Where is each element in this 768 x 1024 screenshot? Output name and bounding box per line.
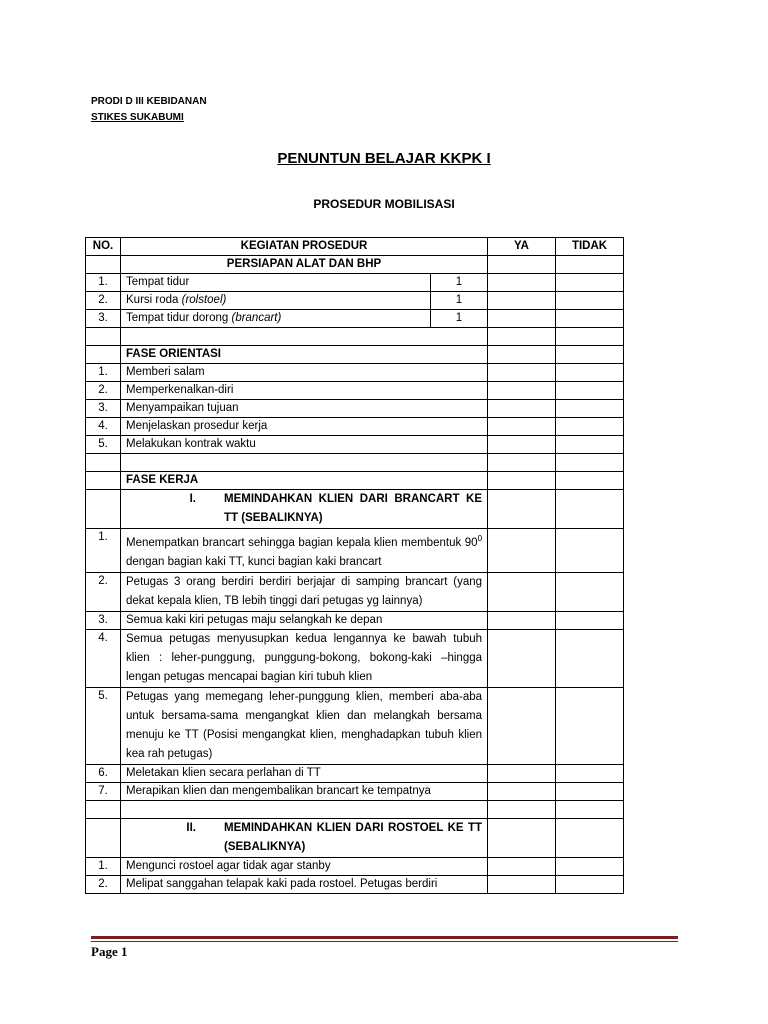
check-ya[interactable] (488, 292, 556, 310)
check-tidak[interactable] (556, 382, 624, 400)
check-ya[interactable] (488, 274, 556, 292)
header-no: NO. (86, 238, 121, 256)
table-row: 5. Petugas yang memegang leher-punggung klien, memberi aba-aba untuk bersama-sama mengangkat klien dan melangkah bersama menuju ke TT (Posisi mengangkat klien, menghadapkan tubuh klien kea rah petugas) (86, 687, 624, 764)
item-qty: 1 (431, 274, 488, 292)
check-tidak[interactable] (556, 687, 624, 764)
table-row: 1. Memberi salam (86, 364, 624, 382)
check-tidak[interactable] (556, 364, 624, 382)
item-text: Menempatkan brancart sehingga bagian kepala klien membentuk $90^0$ dengan bagian kaki TT, kunci bagian kaki brancart (121, 529, 488, 573)
check-tidak[interactable] (556, 572, 624, 611)
header-prodi: PRODI D III KEBIDANAN (91, 96, 207, 107)
item-text: Mengunci rostoel agar tidak agar stanby (121, 857, 488, 875)
check-tidak[interactable] (556, 436, 624, 454)
document-subtitle: PROSEDUR MOBILISASI (313, 197, 455, 211)
table-row: 5. Melakukan kontrak waktu (86, 436, 624, 454)
empty-row (86, 800, 624, 818)
check-tidak[interactable] (556, 782, 624, 800)
item-text: Semua kaki kiri petugas maju selangkah ke depan (121, 611, 488, 629)
check-ya[interactable] (488, 382, 556, 400)
table-row: 2. Melipat sanggahan telapak kaki pada rostoel. Petugas berdiri (86, 875, 624, 893)
table-row: 2. Memperkenalkan-diri (86, 382, 624, 400)
check-tidak[interactable] (556, 274, 624, 292)
check-ya[interactable] (488, 310, 556, 328)
item-qty: 1 (431, 310, 488, 328)
item-qty: 1 (431, 292, 488, 310)
item-text: Meletakan klien secara perlahan di TT (121, 764, 488, 782)
check-ya[interactable] (488, 857, 556, 875)
table-row: 1. Mengunci rostoel agar tidak agar stanby (86, 857, 624, 875)
check-ya[interactable] (488, 782, 556, 800)
subsection-row (86, 818, 624, 857)
page-number: Page 1 (91, 944, 128, 959)
item-text: Tempat tidur (121, 274, 431, 292)
section-title-orientasi: FASE ORIENTASI (121, 346, 488, 364)
check-ya[interactable] (488, 629, 556, 687)
check-tidak[interactable] (556, 764, 624, 782)
item-text: Petugas 3 orang berdiri berdiri berjajar di samping brancart (yang dekat kepala klien, TB lebih tinggi dari petugas yg lainnya) (121, 572, 488, 611)
document-title: PENUNTUN BELAJAR KKPK I (277, 150, 491, 167)
document-header (91, 94, 207, 126)
check-tidak[interactable] (556, 292, 624, 310)
item-text: Menyampaikan tujuan (121, 400, 488, 418)
table-header-row (86, 238, 624, 256)
empty-row (86, 328, 624, 346)
table-row: 1. Menempatkan brancart sehingga bagian kepala klien membentuk $90^0$ dengan bagian kaki TT, kunci bagian kaki brancart (86, 529, 624, 573)
check-ya[interactable] (488, 436, 556, 454)
check-tidak[interactable] (556, 400, 624, 418)
table-row: 3. Tempat tidur dorong (brancart) 1 (86, 310, 624, 328)
table-row: 7. Merapikan klien dan mengembalikan brancart ke tempatnya (86, 782, 624, 800)
table-row: 4. Menjelaskan prosedur kerja (86, 418, 624, 436)
table-row: 1. Tempat tidur 1 (86, 274, 624, 292)
check-ya[interactable] (488, 687, 556, 764)
footer-rule-thin (91, 941, 678, 942)
footer-rule (91, 936, 678, 939)
header-institution: STIKES SUKABUMI (91, 112, 184, 123)
item-text: Merapikan klien dan mengembalikan brancart ke tempatnya (121, 782, 488, 800)
subsection-title-1: I. MEMINDAHKAN KLIEN DARI BRANCART KE TT (SEBALIKNYA) (121, 490, 488, 529)
table-row: 3. Semua kaki kiri petugas maju selangkah ke depan (86, 611, 624, 629)
item-text: Memberi salam (121, 364, 488, 382)
check-ya[interactable] (488, 875, 556, 893)
check-ya[interactable] (488, 529, 556, 573)
item-text: Tempat tidur dorong (brancart) (121, 310, 431, 328)
table-row: 2. Petugas 3 orang berdiri berdiri berjajar di samping brancart (yang dekat kepala klien, TB lebih tinggi dari petugas yg lainnya) (86, 572, 624, 611)
item-text: Menjelaskan prosedur kerja (121, 418, 488, 436)
item-text: Semua petugas menyusupkan kedua lengannya ke bawah tubuh klien : leher-punggung, punggung-bokong, bokong-kaki –hingga lengan petugas mencapai bagian kiri tubuh klien (121, 629, 488, 687)
table-row: 6. Meletakan klien secara perlahan di TT (86, 764, 624, 782)
table-row: 3. Menyampaikan tujuan (86, 400, 624, 418)
section-title-persiapan: PERSIAPAN ALAT DAN BHP (121, 256, 488, 274)
section-row (86, 472, 624, 490)
check-tidak[interactable] (556, 418, 624, 436)
check-ya[interactable] (488, 572, 556, 611)
check-tidak[interactable] (556, 611, 624, 629)
check-tidak[interactable] (556, 629, 624, 687)
item-text: Kursi roda (rolstoel) (121, 292, 431, 310)
check-tidak[interactable] (556, 857, 624, 875)
section-row (86, 346, 624, 364)
item-text: Petugas yang memegang leher-punggung klien, memberi aba-aba untuk bersama-sama mengangkat klien dan melangkah bersama menuju ke TT (Posisi mengangkat klien, menghadapkan tubuh klien kea rah petugas) (121, 687, 488, 764)
subsection-row (86, 490, 624, 529)
check-ya[interactable] (488, 400, 556, 418)
check-ya[interactable] (488, 418, 556, 436)
procedure-table (85, 237, 624, 894)
header-tidak: TIDAK (556, 238, 624, 256)
section-row (86, 256, 624, 274)
item-text: Melipat sanggahan telapak kaki pada rostoel. Petugas berdiri (121, 875, 488, 893)
check-tidak[interactable] (556, 529, 624, 573)
header-ya: YA (488, 238, 556, 256)
check-tidak[interactable] (556, 875, 624, 893)
header-kegiatan: KEGIATAN PROSEDUR (121, 238, 488, 256)
check-tidak[interactable] (556, 310, 624, 328)
check-ya[interactable] (488, 611, 556, 629)
section-title-kerja: FASE KERJA (121, 472, 488, 490)
item-text: Melakukan kontrak waktu (121, 436, 488, 454)
empty-row (86, 454, 624, 472)
table-row: 2. Kursi roda (rolstoel) 1 (86, 292, 624, 310)
subsection-title-2: II. MEMINDAHKAN KLIEN DARI ROSTOEL KE TT (SEBALIKNYA) (121, 818, 488, 857)
table-row: 4. Semua petugas menyusupkan kedua lengannya ke bawah tubuh klien : leher-punggung, punggung-bokong, bokong-kaki –hingga lengan petugas mencapai bagian kiri tubuh klien (86, 629, 624, 687)
check-ya[interactable] (488, 364, 556, 382)
check-ya[interactable] (488, 764, 556, 782)
item-text: Memperkenalkan-diri (121, 382, 488, 400)
